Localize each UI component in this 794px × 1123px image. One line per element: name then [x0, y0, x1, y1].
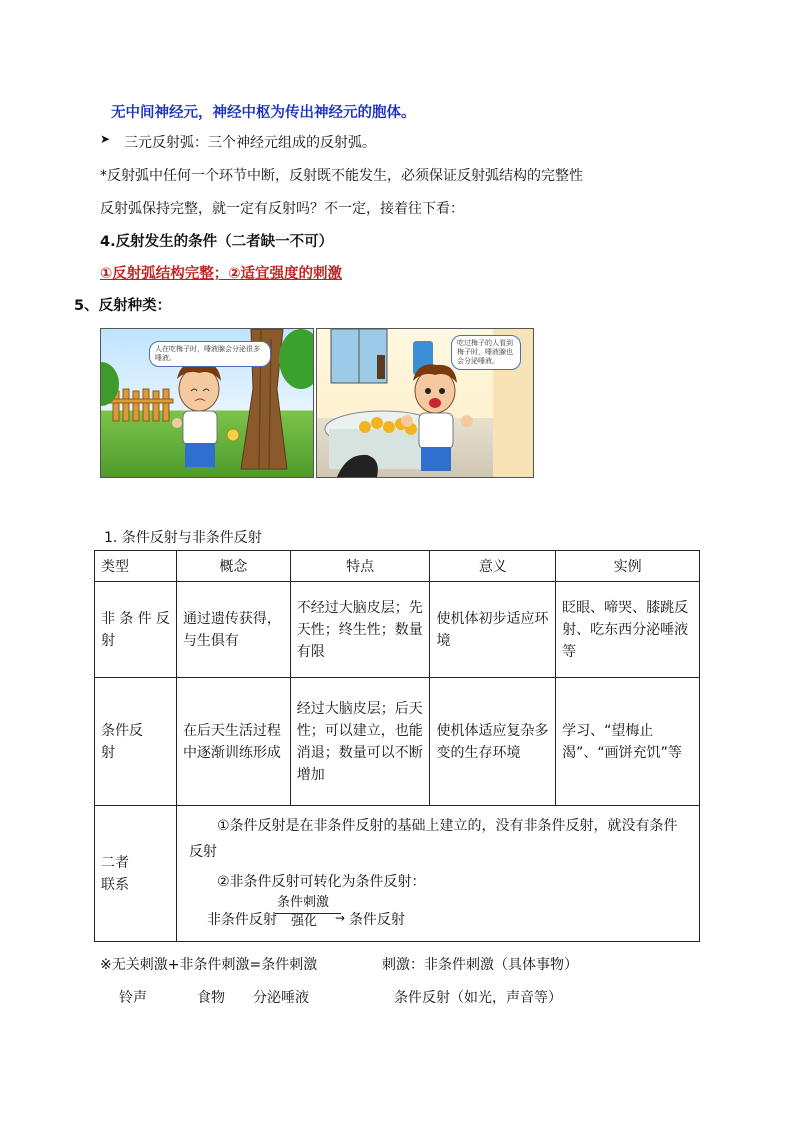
- header-meaning: 意义: [430, 551, 556, 582]
- relation-point-1: ①条件反射是在非条件反射的基础上建立的，没有非条件反射，就没有条件反射: [188, 817, 678, 860]
- cell-feature: 不经过大脑皮层；先天性；终生性；数量有限: [290, 582, 430, 678]
- note-saliva: 分泌唾液: [253, 990, 309, 1006]
- cell-relation-content: [176, 806, 699, 942]
- cell-meaning: 使机体初步适应环境: [430, 582, 556, 678]
- speech-bubble-left: 人在吃梅子时，唾液腺会分泌很多唾液。: [149, 341, 271, 367]
- heading-reflex-types: 5、反射种类：: [74, 298, 172, 314]
- note-stimulus-type: 刺激：非条件刺激（具体事物）: [382, 957, 578, 973]
- header-type: 类型: [95, 551, 177, 582]
- table-row: [95, 678, 700, 806]
- table-relation-row: [95, 806, 700, 942]
- heading-reflex-condition: 4.反射发生的条件（二者缺一不可）: [100, 234, 334, 250]
- line-three-neuron-arc: 三元反射弧：三个神经元组成的反射弧。: [124, 135, 376, 151]
- cell-example: 眨眼、啼哭、膝跳反射、吃东西分泌唾液等: [556, 582, 700, 678]
- line-conditions: ①反射弧结构完整；②适宜强度的刺激: [100, 266, 343, 282]
- speech-bubble-right: 吃过梅子的人看到梅子时，唾液腺也会分泌唾液。: [451, 335, 521, 370]
- cell-type: 条件反射: [95, 678, 177, 806]
- note-conditioned: 条件反射（如光，声音等）: [394, 990, 562, 1006]
- line-arc-integrity: *反射弧中任何一个环节中断，反射既不能发生，必须保证反射弧结构的完整性: [100, 168, 583, 184]
- note-food: 食物: [197, 990, 225, 1006]
- cell-type: 非条件反射: [95, 582, 177, 678]
- header-feature: 特点: [290, 551, 430, 582]
- cell-relation-label: 二者联系: [95, 806, 177, 942]
- table-row: [95, 582, 700, 678]
- formula-above: 条件刺激: [276, 894, 329, 910]
- formula-from: 非条件反射: [206, 911, 277, 928]
- reflex-comparison-table: [94, 550, 700, 942]
- cell-concept: 通过遗传获得，与生俱有: [176, 582, 290, 678]
- arrow-right-icon: →: [334, 910, 345, 925]
- formula-below: 强化: [290, 913, 317, 929]
- conversion-formula: [189, 894, 689, 933]
- line-neuron-center: 无中间神经元，神经中枢为传出神经元的胞体。: [111, 105, 416, 121]
- note-stimulus-formula: ※无关刺激+非条件刺激=条件刺激: [100, 957, 318, 973]
- cell-meaning: 使机体适应复杂多变的生存环境: [430, 678, 556, 806]
- header-example: 实例: [556, 551, 700, 582]
- bullet-arrow-icon: ➤: [100, 132, 111, 146]
- line-question: 反射弧保持完整，就一定有反射吗？不一定，接着往下看：: [100, 201, 464, 217]
- comic-panel-left: [100, 328, 314, 478]
- formula-to: 条件反射: [348, 911, 405, 928]
- cell-concept: 在后天生活过程中逐渐训练形成: [176, 678, 290, 806]
- header-concept: 概念: [176, 551, 290, 582]
- table-caption: 1. 条件反射与非条件反射: [104, 530, 262, 546]
- note-bell: 铃声: [119, 990, 147, 1006]
- comic-panel-right: [316, 328, 534, 478]
- cell-example: 学习、“望梅止渴”、“画饼充饥”等: [556, 678, 700, 806]
- relation-point-2: ②非条件反射可转化为条件反射：: [216, 873, 426, 890]
- table-header-row: [95, 551, 700, 582]
- cell-feature: 经过大脑皮层；后天性；可以建立，也能消退；数量可以不断增加: [290, 678, 430, 806]
